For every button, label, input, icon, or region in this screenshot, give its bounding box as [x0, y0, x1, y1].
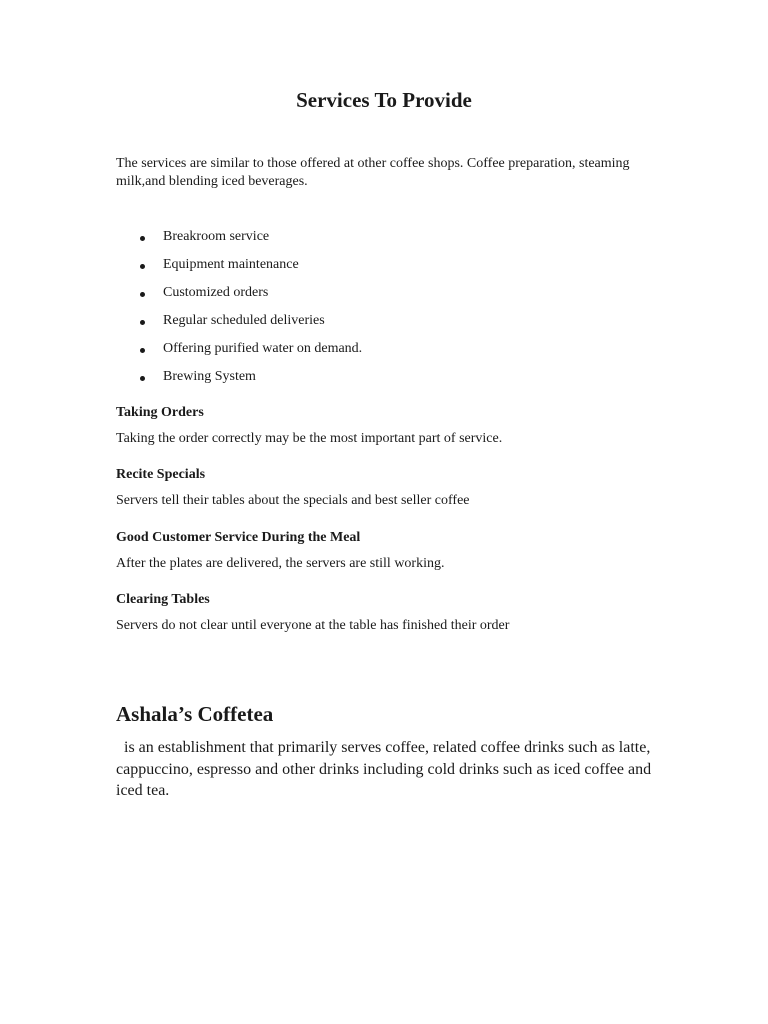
brand-heading: Ashala’s Coffetea: [116, 702, 274, 726]
section-heading: Clearing Tables: [116, 592, 210, 607]
bullet-icon: [140, 320, 145, 325]
list-item-label: Brewing System: [163, 369, 256, 384]
section-text: Taking the order correctly may be the most important part of service.: [116, 431, 503, 446]
list-item-label: Regular scheduled deliveries: [163, 313, 325, 328]
list-item-label: Customized orders: [163, 285, 269, 300]
section-text: Servers do not clear until everyone at the table has finished their order: [116, 618, 510, 633]
list-item-label: Equipment maintenance: [163, 257, 299, 272]
section-heading: Taking Orders: [116, 405, 204, 420]
section-customer-service: [116, 529, 676, 573]
section-recite-specials: [116, 466, 676, 510]
list-item-label: Breakroom service: [163, 229, 270, 244]
services-list: [116, 227, 616, 395]
section-text: Servers tell their tables about the specials and best seller coffee: [116, 493, 470, 508]
section-text: After the plates are delivered, the servers are still working.: [116, 556, 445, 571]
brand-description: is an establishment that primarily serves coffee, related coffee drinks such as latte, cappuccino, espresso and other drinks including cold drinks such as iced coffee and iced tea.: [116, 739, 652, 799]
bullet-icon: [140, 264, 145, 269]
list-item: [116, 255, 616, 283]
section-heading: Recite Specials: [116, 467, 206, 482]
bullet-icon: [140, 348, 145, 353]
list-item: [116, 311, 616, 339]
bullet-icon: [140, 292, 145, 297]
section-heading: Good Customer Service During the Meal: [116, 530, 361, 545]
section-taking-orders: [116, 404, 676, 448]
list-item-label: Offering purified water on demand.: [163, 341, 363, 356]
list-item: [116, 227, 616, 255]
intro-paragraph: The services are similar to those offered at other coffee shops. Coffee preparation, steaming milk,and blending iced beverages.: [116, 156, 630, 189]
list-item: [116, 283, 616, 311]
bullet-icon: [140, 236, 145, 241]
list-item: [116, 367, 616, 395]
section-clearing-tables: [116, 591, 676, 635]
list-item: [116, 339, 616, 367]
page-title: Services To Provide: [296, 88, 472, 112]
bullet-icon: [140, 376, 145, 381]
